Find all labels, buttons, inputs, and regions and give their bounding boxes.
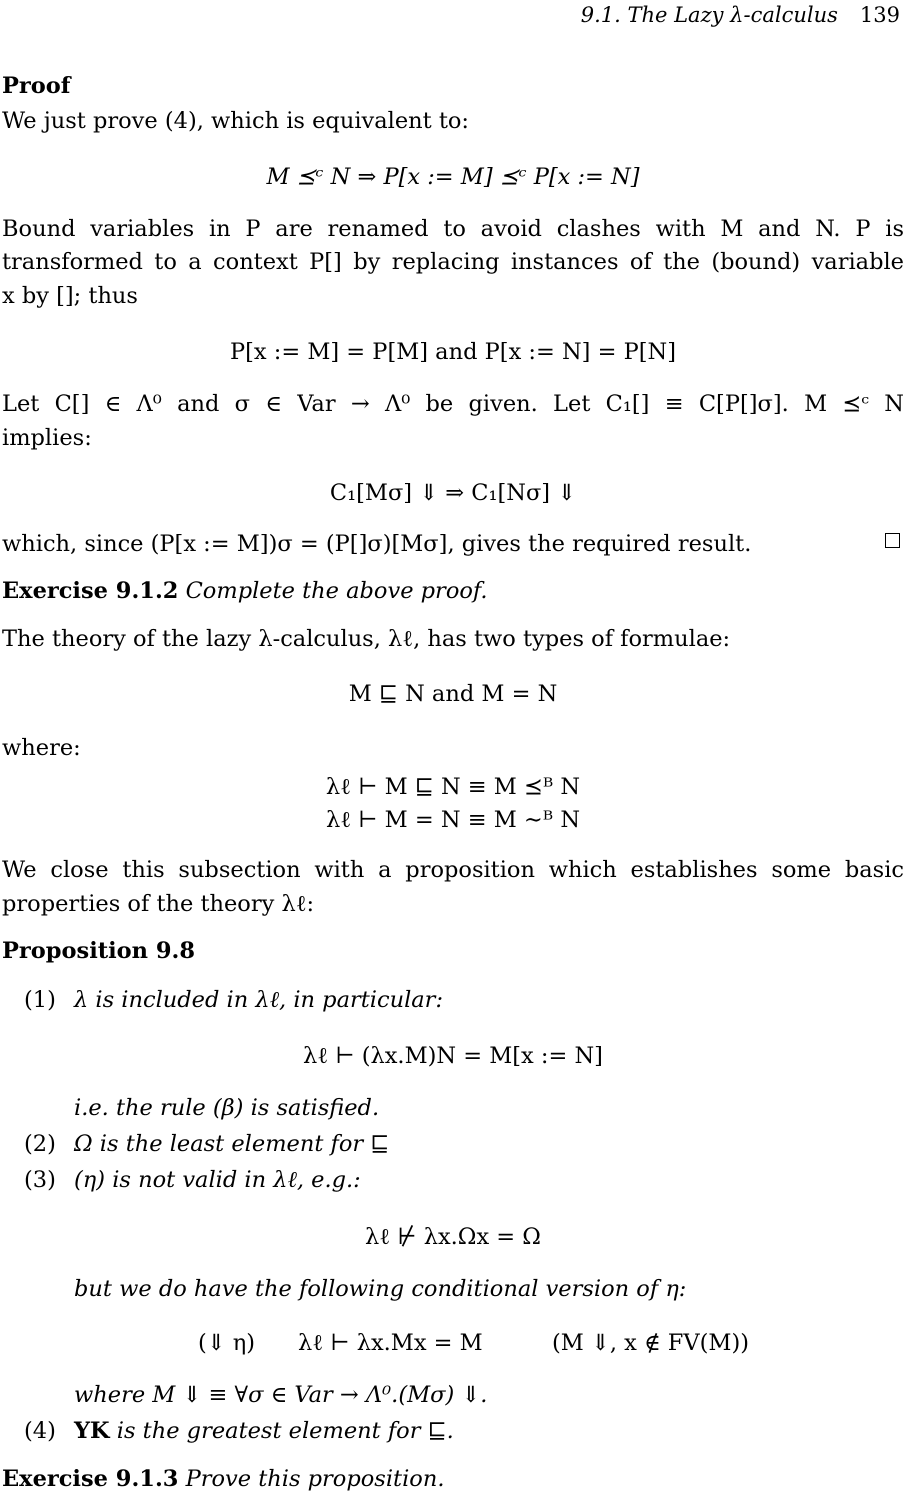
page-number: 139 xyxy=(859,3,900,27)
item-number: (4) xyxy=(24,1418,56,1444)
prop-item-3-equation: λℓ ⊬ λx.Ωx = Ω xyxy=(365,1224,541,1250)
prop-item-3-text: (η) is not valid in λℓ, e.g.: xyxy=(74,1167,361,1193)
header-section-title: 9.1. The Lazy λ-calculus xyxy=(580,3,838,27)
item-number: (1) xyxy=(24,987,56,1013)
yk-combinator: YK xyxy=(74,1418,110,1444)
exercise-9-1-2 xyxy=(2,574,904,608)
exercise-label: Exercise 9.1.2 xyxy=(2,578,179,604)
proposition-heading: Proposition 9.8 xyxy=(2,938,196,964)
prop-item-1-text: λ is included in λℓ, in particular: xyxy=(74,987,444,1013)
equation-1: M ⪯ᶜ N ⇒ P[x := M] ⪯ᶜ P[x := N] xyxy=(266,164,640,190)
item-number: (3) xyxy=(24,1167,56,1193)
equation-5a: λℓ ⊢ M ⊑ N ≡ M ⪯ᴮ N xyxy=(325,774,581,800)
closing-line2: properties of the theory λℓ: xyxy=(2,891,315,917)
proof-para1-line3: x by []; thus xyxy=(2,283,138,309)
closing-line1: We close this subsection with a proposition which establishes some basic xyxy=(2,857,904,883)
eta-rule-condition: (M ⇓, x ∉ FV(M)) xyxy=(552,1330,750,1356)
exercise-text: Prove this proposition. xyxy=(185,1466,445,1492)
prop-item-3-where: where M ⇓ ≡ ∀σ ∈ Var → Λ⁰.(Mσ) ⇓. xyxy=(74,1382,488,1408)
prop-item-1-note: i.e. the rule (β) is satisfied. xyxy=(74,1095,380,1121)
qed-box-icon xyxy=(885,533,900,548)
proof-para2-line1: Let C[] ∈ Λ⁰ and σ ∈ Var → Λ⁰ be given. Let C₁[] ≡ C[P[]σ]. M ⪯ᶜ N xyxy=(2,391,904,417)
equation-4: M ⊑ N and M = N xyxy=(348,681,558,707)
item-number: (2) xyxy=(24,1131,56,1157)
exercise-text: Complete the above proof. xyxy=(185,578,488,604)
prop-item-4-text xyxy=(74,1414,904,1448)
where-label: where: xyxy=(2,735,81,761)
exercise-9-1-3 xyxy=(2,1462,904,1496)
proof-para1-line1: Bound variables in P are renamed to avoid clashes with M and N. P is xyxy=(2,216,904,242)
proof-para1-line2: transformed to a context P[] by replacing instances of the (bound) variable xyxy=(2,249,904,275)
proof-conclusion: which, since (P[x := M])σ = (P[]σ)[Mσ], gives the required result. xyxy=(2,531,752,557)
prop-item-1-equation: λℓ ⊢ (λx.M)N = M[x := N] xyxy=(303,1043,603,1069)
prop-item-2-text: Ω is the least element for ⊑ xyxy=(74,1131,390,1157)
theory-intro: The theory of the lazy λ-calculus, λℓ, has two types of formulae: xyxy=(2,626,731,652)
eta-rule-name: (⇓ η) xyxy=(198,1330,256,1356)
equation-2: P[x := M] = P[M] and P[x := N] = P[N] xyxy=(229,339,676,365)
equation-5b: λℓ ⊢ M = N ≡ M ∼ᴮ N xyxy=(325,807,581,833)
equation-3: C₁[Mσ] ⇓ ⇒ C₁[Nσ] ⇓ xyxy=(329,480,577,506)
proof-para2-line2: implies: xyxy=(2,425,92,451)
running-header xyxy=(581,0,900,30)
prop-item-3-note: but we do have the following conditional version of η: xyxy=(74,1276,687,1302)
proof-heading: Proof xyxy=(2,73,71,99)
proof-intro: We just prove (4), which is equivalent to: xyxy=(2,108,470,134)
prop-item-4-desc: is the greatest element for ⊑. xyxy=(116,1418,454,1444)
eta-rule-body: λℓ ⊢ λx.Mx = M xyxy=(298,1330,483,1356)
exercise-label: Exercise 9.1.3 xyxy=(2,1466,179,1492)
